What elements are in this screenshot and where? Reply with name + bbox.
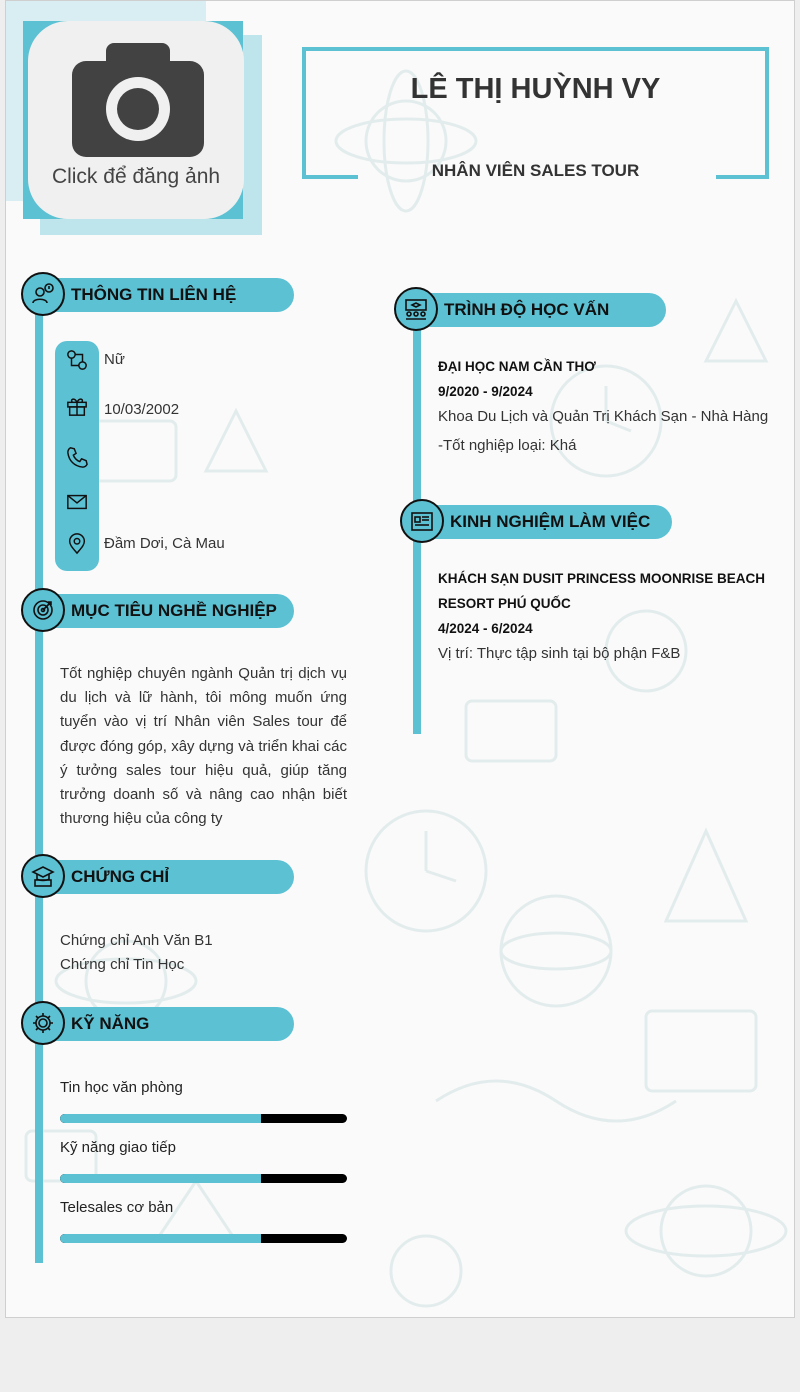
skill-bar — [60, 1114, 347, 1123]
upload-photo-label: Click để đăng ảnh — [51, 165, 221, 188]
left-timeline — [35, 301, 43, 1263]
camera-icon — [72, 43, 204, 159]
contact-address: Đầm Dơi, Cà Mau — [104, 535, 225, 552]
full-name: LÊ THỊ HUỲNH VY — [410, 73, 661, 105]
certificate-item: Chứng chỉ Anh Văn B1 — [60, 932, 213, 949]
experience-company-cont: RESORT PHÚ QUỐC — [438, 596, 571, 611]
certificate-item: Chứng chỉ Tin Học — [60, 956, 185, 973]
section-title: THÔNG TIN LIÊN HỆ — [71, 285, 237, 304]
section-certificates — [21, 860, 294, 894]
contact-gender: Nữ — [104, 351, 125, 368]
gear-icon — [31, 1011, 55, 1035]
upload-photo-button[interactable] — [28, 21, 244, 219]
contact-birthday: 10/03/2002 — [104, 401, 180, 418]
section-title: MỤC TIÊU NGHỀ NGHIỆP — [71, 601, 277, 620]
skill-bar — [60, 1234, 347, 1243]
section-icon-circle — [400, 499, 444, 543]
education-grade: -Tốt nghiệp loại: Khá — [438, 437, 577, 454]
section-contact — [21, 278, 294, 312]
gender-icon — [66, 349, 88, 371]
section-title: KỸ NĂNG — [71, 1014, 150, 1033]
section-experience — [400, 505, 672, 539]
job-title: NHÂN VIÊN SALES TOUR — [431, 161, 640, 180]
name-box — [302, 47, 769, 179]
skill-bar-fill — [60, 1174, 261, 1183]
section-icon-circle — [21, 854, 65, 898]
experience-icon — [410, 509, 434, 533]
section-education — [394, 293, 666, 327]
experience-position: Vị trí: Thực tập sinh tại bộ phận F&B — [438, 645, 681, 662]
email-icon — [66, 491, 88, 513]
skill-bar — [60, 1174, 347, 1183]
contact-person-icon — [31, 282, 55, 306]
section-skills — [21, 1007, 294, 1041]
education-icon — [404, 297, 428, 321]
experience-company: KHÁCH SẠN DUSIT PRINCESS MOONRISE BEACH — [438, 571, 766, 586]
section-title: TRÌNH ĐỘ HỌC VẤN — [444, 300, 610, 319]
experience-period: 4/2024 - 6/2024 — [438, 621, 533, 636]
section-icon-circle — [394, 287, 438, 331]
objective-text: Tốt nghiệp chuyên ngành Quản trị dịch vụ du lịch và lữ hành, tôi mông muốn ứng tuyển vào vị trí Nhân viên Sales tour để được đóng góp, xây dựng và triển khai các ý tưởng sales tour hiệu quả, giúp tăng trưởng doanh số và nâng cao nhận biết thương hiệu của công ty — [60, 665, 347, 828]
section-icon-circle — [21, 272, 65, 316]
section-icon-circle — [21, 588, 65, 632]
section-title: CHỨNG CHỈ — [71, 867, 170, 886]
location-icon — [66, 533, 88, 555]
education-faculty: Khoa Du Lịch và Quản Trị Khách Sạn - Nhà Hàng — [438, 408, 769, 425]
target-icon — [31, 598, 55, 622]
skill-bar-fill — [60, 1114, 261, 1123]
cv-page — [5, 0, 795, 1318]
section-title: KINH NGHIỆM LÀM VIỆC — [450, 512, 651, 531]
section-objective — [21, 594, 294, 628]
phone-icon — [66, 446, 88, 468]
skill-name: Telesales cơ bản — [60, 1199, 174, 1216]
skill-name: Tin học văn phòng — [60, 1079, 183, 1096]
gift-icon — [66, 395, 88, 417]
skill-bar-fill — [60, 1234, 261, 1243]
education-period: 9/2020 - 9/2024 — [438, 384, 533, 399]
education-school: ĐẠI HỌC NAM CẦN THƠ — [438, 359, 596, 374]
skill-name: Kỹ năng giao tiếp — [60, 1139, 176, 1156]
certificate-icon — [31, 864, 55, 888]
section-icon-circle — [21, 1001, 65, 1045]
